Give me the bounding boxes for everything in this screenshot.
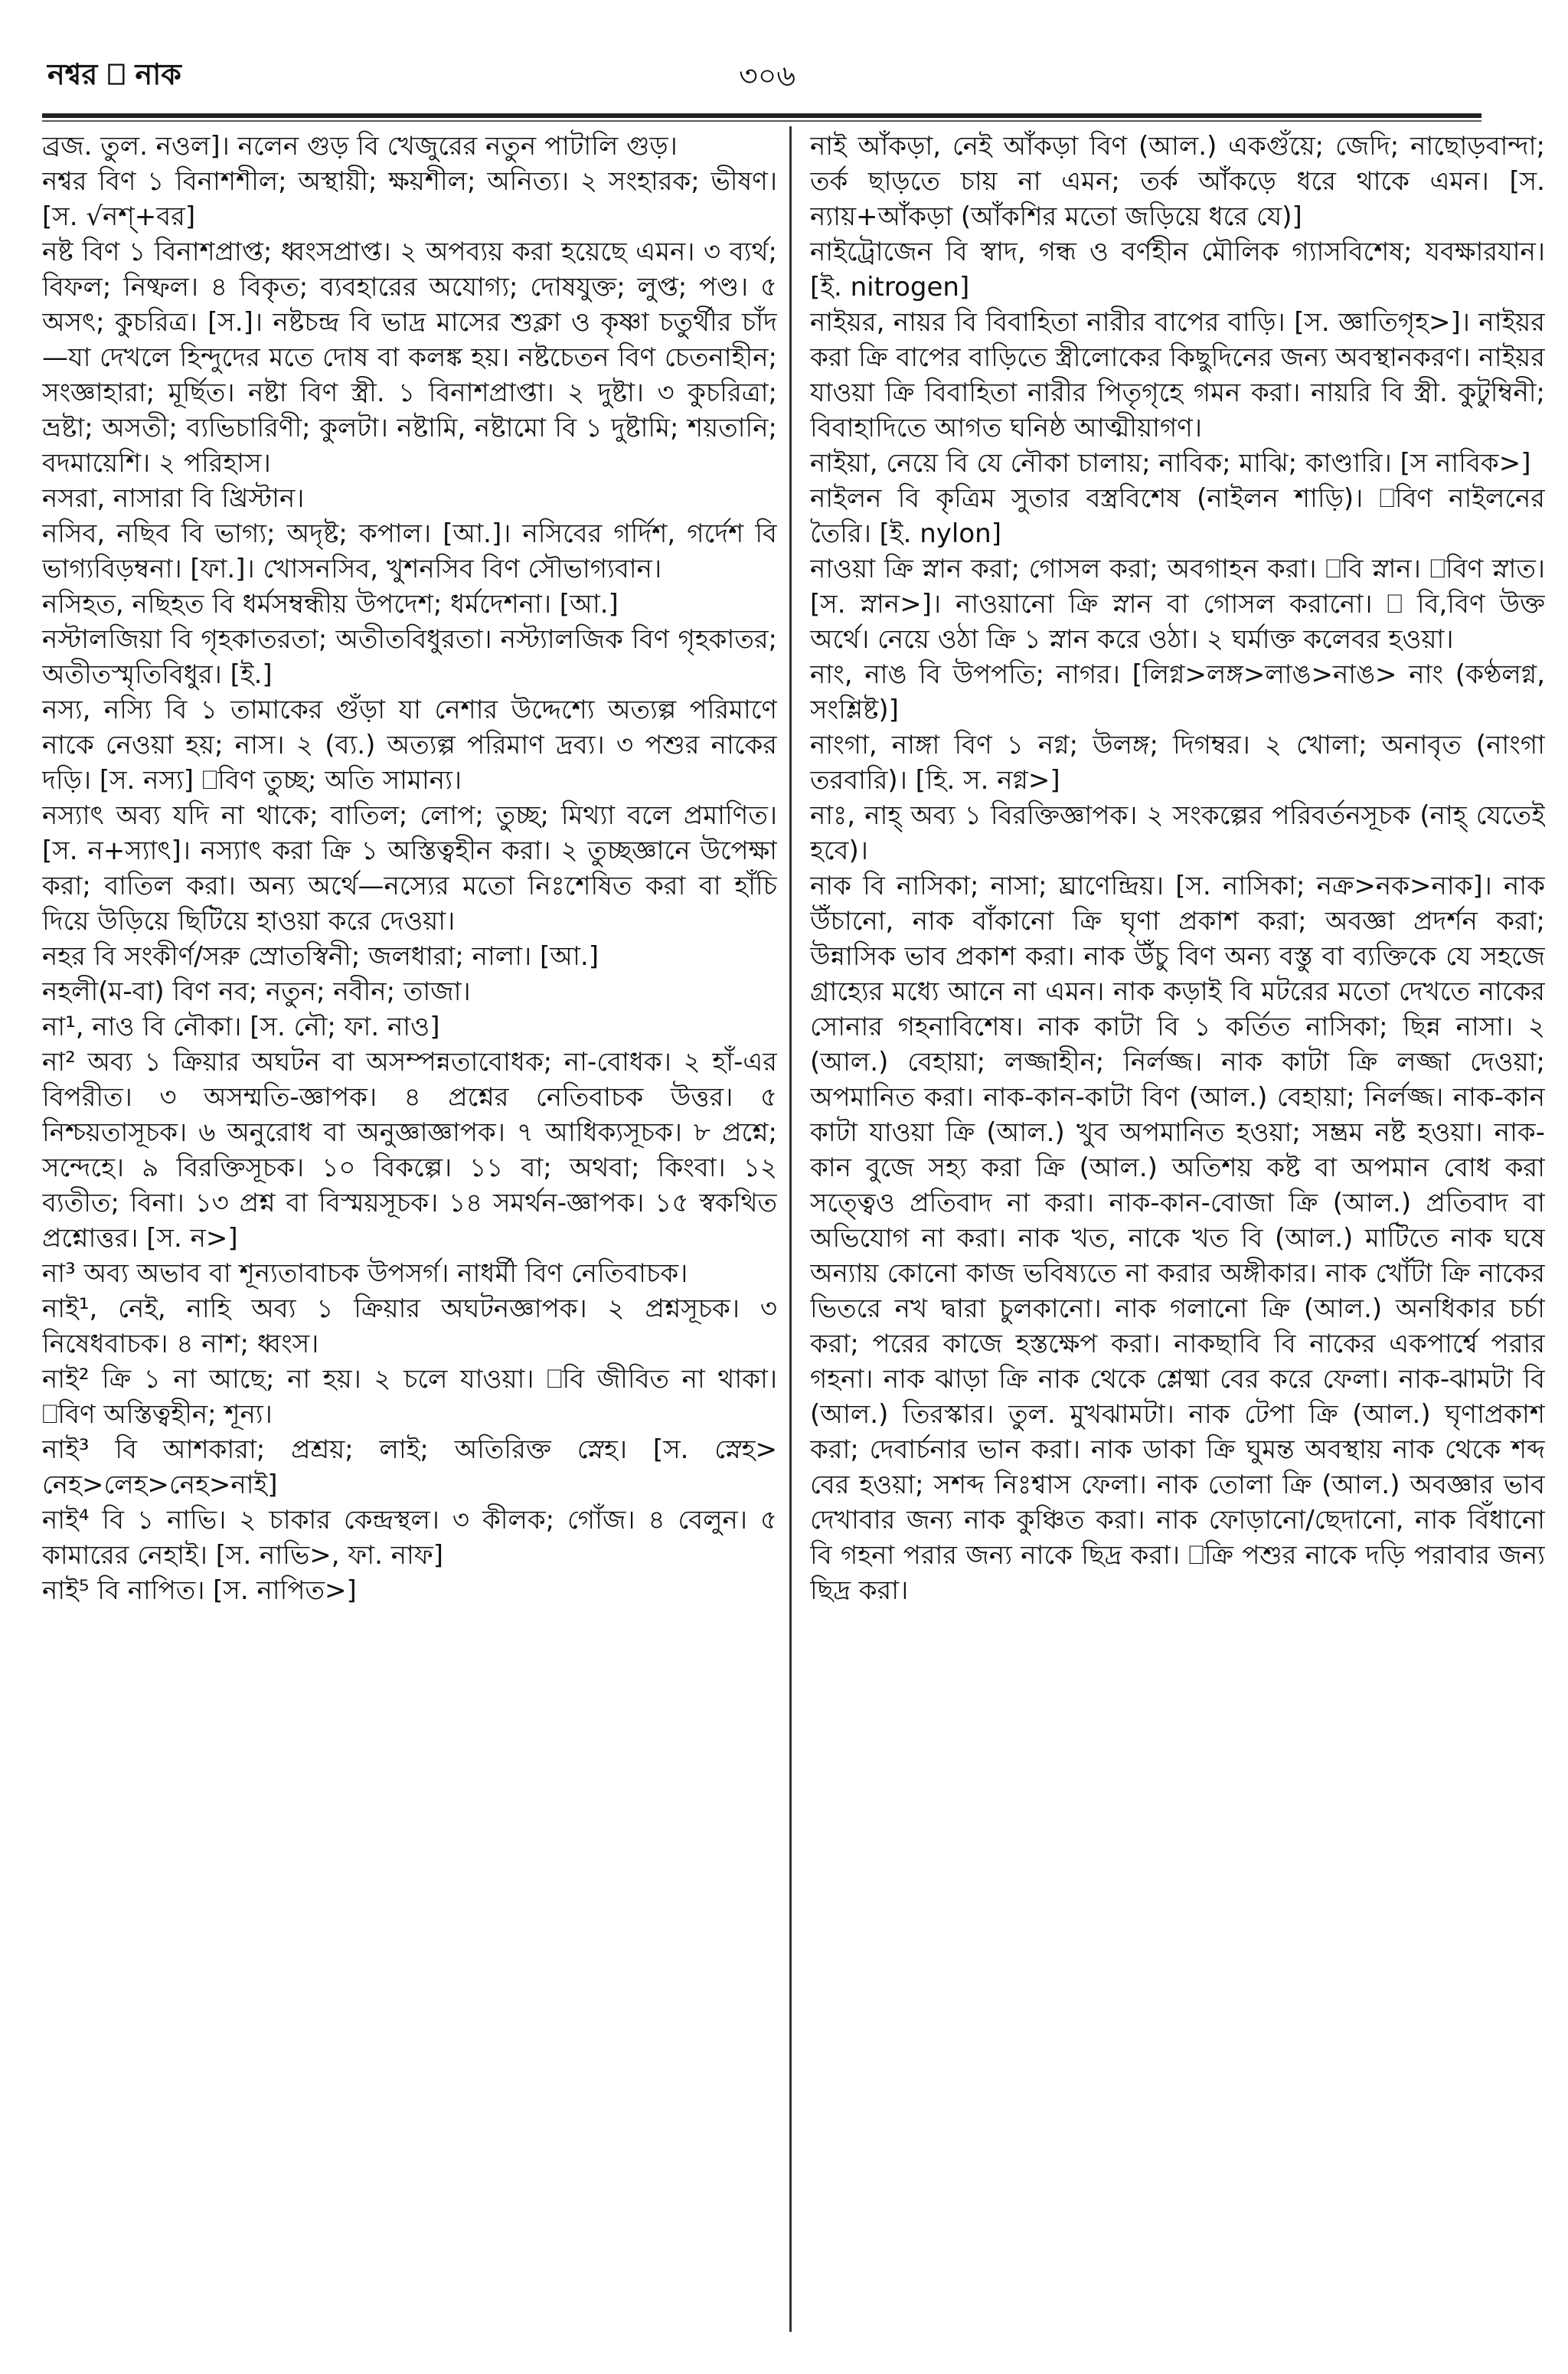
- guide-words: নশ্বর ⎕ নাক: [47, 57, 181, 91]
- entry-left-16: নাই² ক্রি ১ না আছে; না হয়। ২ চলে যাওয়া। ⎕বি জীবিত না থাকা। ⎕বিণ অস্তিত্বহীন; শূন্য।: [42, 1364, 777, 1430]
- entry-right-5: নাইলন বি কৃত্রিম সুতার বস্ত্রবিশেষ (নাইলন শাড়ি)। ⎕বিণ নাইলনের তৈরি। [ই. nylon]: [810, 483, 1545, 549]
- entry-left-7: নস্টালজিয়া বি গৃহকাতরতা; অতীতবিধুরতা। নস্ট্যালজিক বিণ গৃহকাতর; অতীতস্মৃতিবিধুর। [ই.]: [42, 624, 777, 690]
- entry-left-2: নশ্বর বিণ ১ বিনাশশীল; অস্থায়ী; ক্ষয়শীল; অনিত্য। ২ সংহারক; ভীষণ। [স. √নশ্+বর]: [42, 166, 777, 232]
- entry-left-5: নসিব, নছিব বি ভাগ্য; অদৃষ্ট; কপাল। [আ.]। নসিবের গর্দিশ, গর্দেশ বি ভাগ্যবিড়ম্বনা। [ফা.]। খোসনসিব, খুশনসিব বিণ সৌভাগ্যবান।: [42, 518, 777, 584]
- column-divider: [789, 126, 792, 2332]
- entry-left-17: নাই³ বি আশকারা; প্রশ্রয়; লাই; অতিরিক্ত স্নেহ। [স. স্নেহ> নেহ>লেহ>নেহ>নাই]: [42, 1434, 777, 1500]
- entry-left-4: নসরা, নাসারা বি খ্রিস্টান।: [42, 483, 305, 514]
- entry-right-3: নাইয়র, নায়র বি বিবাহিতা নারীর বাপের বাড়ি। [স. জ্ঞাতিগৃহ>]। নাইয়র করা ক্রি বাপের বাড়িতে স্ত্রীলোকের কিছুদিনের জন্য অবস্থানকরণ। নাইয়র যাওয়া ক্রি বিবাহিতা নারীর পিতৃগৃহে গমন করা। নায়রি বি স্ত্রী. কুটুম্বিনী; বিবাহাদিতে আগত ঘনিষ্ঠ আত্মীয়াগণ।: [810, 307, 1545, 443]
- entry-right-4: নাইয়া, নেয়ে বি যে নৌকা চালায়; নাবিক; মাঝি; কাণ্ডারি। [স নাবিক>]: [810, 448, 1531, 479]
- header-rule-thin: [42, 120, 1481, 122]
- entry-left-10: নহর বি সংকীর্ণ/সরু স্রোতস্বিনী; জলধারা; নালা। [আ.]: [42, 941, 599, 972]
- left-column: [42, 129, 777, 2342]
- entry-left-15: নাই¹, নেই, নাহি অব্য ১ ক্রিয়ার অঘটনজ্ঞাপক। ২ প্রশ্নসূচক। ৩ নিষেধবাচক। ৪ নাশ; ধ্বংস।: [42, 1293, 777, 1359]
- entry-right-1: নাই আঁকড়া, নেই আঁকড়া বিণ (আল.) একগুঁয়ে; জেদি; নাছোড়বান্দা; তর্ক ছাড়তে চায় না এমন; তর্ক আঁকড়ে ধরে থাকে এমন। [স. ন্যায়+আঁকড়া (আঁকশির মতো জড়িয়ে ধরে যে)]: [810, 131, 1545, 232]
- entry-right-8: নাংগা, নাঙ্গা বিণ ১ নগ্ন; উলঙ্গ; দিগম্বর। ২ খোলা; অনাবৃত (নাংগা তরবারি)। [হি. স. নগ্ন>]: [810, 730, 1545, 796]
- page-header: [31, 37, 1501, 110]
- entry-left-8: নস্য, নস্যি বি ১ তামাকের গুঁড়া যা নেশার উদ্দেশ্যে অত্যল্প পরিমাণে নাকে নেওয়া হয়; নাস। ২ (ব্য.) অত্যল্প পরিমাণ দ্রব্য। ৩ পশুর নাকের দড়ি। [স. নস্য] ⎕বিণ তুচ্ছ; অতি সামান্য।: [42, 695, 777, 796]
- entry-right-6: নাওয়া ক্রি স্নান করা; গোসল করা; অবগাহন করা। ⎕বি স্নান। ⎕বিণ স্নাত। [স. স্নান>]। নাওয়ানো ক্রি স্নান বা গোসল করানো। ⎕ বি,বিণ উক্ত অর্থে। নেয়ে ওঠা ক্রি ১ স্নান করে ওঠা। ২ ঘর্মাক্ত কলেবর হওয়া।: [810, 554, 1545, 655]
- entry-left-1: ব্রজ. তুল. নওল]। নলেন গুড় বি খেজুরের নতুন পাটালি গুড়।: [42, 131, 678, 162]
- entry-left-19: নাই⁵ বি নাপিত। [স. নাপিত>]: [42, 1575, 357, 1606]
- entry-left-3: নষ্ট বিণ ১ বিনাশপ্রাপ্ত; ধ্বংসপ্রাপ্ত। ২ অপব্যয় করা হয়েছে এমন। ৩ ব্যর্থ; বিফল; নিষ্ফল। ৪ বিকৃত; ব্যবহারের অযোগ্য; দোষযুক্ত; লুপ্ত; পণ্ড। ৫ অসৎ; কুচরিত্র। [স.]। নষ্টচন্দ্র বি ভাদ্র মাসের শুক্লা ও কৃষ্ণা চতুর্থীর চাঁদ—যা দেখলে হিন্দুদের মতে দোষ বা কলঙ্ক হয়। নষ্টচেতন বিণ চেতনাহীন; সংজ্ঞাহারা; মূর্ছিত। নষ্টা বিণ স্ত্রী. ১ বিনাশপ্রাপ্তা। ২ দুষ্টা। ৩ কুচরিত্রা; ভ্রষ্টা; অসতী; ব্যভিচারিণী; কুলটা। নষ্টামি, নষ্টামো বি ১ দুষ্টামি; শয়তানি; বদমায়েশি। ২ পরিহাস।: [42, 237, 777, 479]
- right-column: [810, 129, 1545, 2342]
- entry-left-14: না³ অব্য অভাব বা শূন্যতাবাচক উপসর্গ। নাধর্মী বিণ নেতিবাচক।: [42, 1258, 688, 1289]
- entry-left-18: নাই⁴ বি ১ নাভি। ২ চাকার কেন্দ্রস্থল। ৩ কীলক; গোঁজ। ৪ বেলুন। ৫ কামারের নেহাই। [স. নাভি>, ফা. নাফ]: [42, 1505, 777, 1571]
- entry-right-2: নাইট্রোজেন বি স্বাদ, গন্ধ ও বর্ণহীন মৌলিক গ্যাসবিশেষ; যবক্ষারযান। [ই. nitrogen]: [810, 237, 1545, 302]
- entry-right-7: নাং, নাঙ বি উপপতি; নাগর। [লিগ্ন>লঙ্গ>লাঙ>নাঙ> নাং (কণ্ঠলগ্ন, সংশ্লিষ্ট)]: [810, 659, 1545, 725]
- page-number: ৩০৬: [739, 59, 796, 93]
- entry-left-12: না¹, নাও বি নৌকা। [স. নৌ; ফা. নাও]: [42, 1012, 440, 1042]
- entry-left-9: নস্যাৎ অব্য যদি না থাকে; বাতিল; লোপ; তুচ্ছ; মিথ্যা বলে প্রমাণিত। [স. ন+স্যাৎ]। নস্যাৎ করা ক্রি ১ অস্তিত্বহীন করা। ২ তুচ্ছজ্ঞানে উপেক্ষা করা; বাতিল করা। অন্য অর্থে—নস্যের মতো নিঃশেষিত করা বা হাঁচি দিয়ে উড়িয়ে ছিটিয়ে হাওয়া করে দেওয়া।: [42, 800, 777, 937]
- entry-left-11: নহলী(ম-বা) বিণ নব; নতুন; নবীন; তাজা।: [42, 976, 471, 1007]
- entry-right-10: নাক বি নাসিকা; নাসা; ঘ্রাণেন্দ্রিয়। [স. নাসিকা; নক্র>নক>নাক]। নাক উঁচানো, নাক বাঁকানো ক্রি ঘৃণা প্রকাশ করা; অবজ্ঞা প্রদর্শন করা; উন্নাসিক ভাব প্রকাশ করা। নাক উঁচু বিণ অন্য বস্তু বা ব্যক্তিকে যে সহজে গ্রাহ্যের মধ্যে আনে না এমন। নাক কড়াই বি মটরের মতো দেখতে নাকের সোনার গহনাবিশেষ। নাক কাটা বি ১ কর্তিত নাসিকা; ছিন্ন নাসা। ২ (আল.) বেহায়া; লজ্জাহীন; নির্লজ্জ। নাক কাটা ক্রি লজ্জা দেওয়া; অপমানিত করা। নাক-কান-কাটা বিণ (আল.) বেহায়া; নির্লজ্জ। নাক-কান কাটা যাওয়া ক্রি (আল.) খুব অপমানিত হওয়া; সম্ভ্রম নষ্ট হওয়া। নাক-কান বুজে সহ্য করা ক্রি (আল.) অতিশয় কষ্ট বা অপমান বোধ করা সত্ত্বেও প্রতিবাদ না করা। নাক-কান-বোজা ক্রি (আল.) প্রতিবাদ বা অভিযোগ না করা। নাক খত, নাকে খত বি (আল.) মাটিতে নাক ঘষে অন্যায় কোনো কাজ ভবিষ্যতে না করার অঙ্গীকার। নাক খোঁটা ক্রি নাকের ভিতরে নখ দ্বারা চুলকানো। নাক গলানো ক্রি (আল.) অনধিকার চর্চা করা; পরের কাজে হস্তক্ষেপ করা। নাকছাবি বি নাকের একপার্শ্বে পরার গহনা। নাক ঝাড়া ক্রি নাক থেকে শ্লেষ্মা বের করে ফেলা। নাক-ঝামটা বি (আল.) তিরস্কার। তুল. মুখঝামটা। নাক টেপা ক্রি (আল.) ঘৃণাপ্রকাশ করা; দেবার্চনার ভান করা। নাক ডাকা ক্রি ঘুমন্ত অবস্থায় নাক থেকে শব্দ বের হওয়া; সশব্দ নিঃশ্বাস ফেলা। নাক তোলা ক্রি (আল.) অবজ্ঞার ভাব দেখাবার জন্য নাক কুঞ্চিত করা। নাক ফোড়ানো/ছেদানো, নাক বিঁধানো বি গহনা পরার জন্য নাকে ছিদ্র করা। ⎕ক্রি পশুর নাকে দড়ি পরাবার জন্য ছিদ্র করা।: [810, 871, 1545, 1606]
- entry-right-9: নাঃ, নাহ্ অব্য ১ বিরক্তিজ্ঞাপক। ২ সংকল্পের পরিবর্তনসূচক (নাহ্ যেতেই হবে)।: [810, 800, 1545, 866]
- entry-left-6: নসিহত, নছিহত বি ধর্মসম্বন্ধীয় উপদেশ; ধর্মদেশনা। [আ.]: [42, 589, 619, 620]
- header-rule: [42, 113, 1481, 118]
- entry-left-13: না² অব্য ১ ক্রিয়ার অঘটন বা অসম্পন্নতাবোধক; না-বোধক। ২ হাঁ-এর বিপরীত। ৩ অসম্মতি-জ্ঞাপক। ৪ প্রশ্নের নেতিবাচক উত্তর। ৫ নিশ্চয়তাসূচক। ৬ অনুরোধ বা অনুজ্ঞাজ্ঞাপক। ৭ আধিক্যসূচক। ৮ প্রশ্নে; সন্দেহে। ৯ বিরক্তিসূচক। ১০ বিকল্পে। ১১ বা; অথবা; কিংবা। ১২ ব্যতীত; বিনা। ১৩ প্রশ্ন বা বিস্ময়সূচক। ১৪ সমর্থন-জ্ঞাপক। ১৫ স্বকথিত প্রশ্নোত্তর। [স. ন>]: [42, 1047, 777, 1254]
